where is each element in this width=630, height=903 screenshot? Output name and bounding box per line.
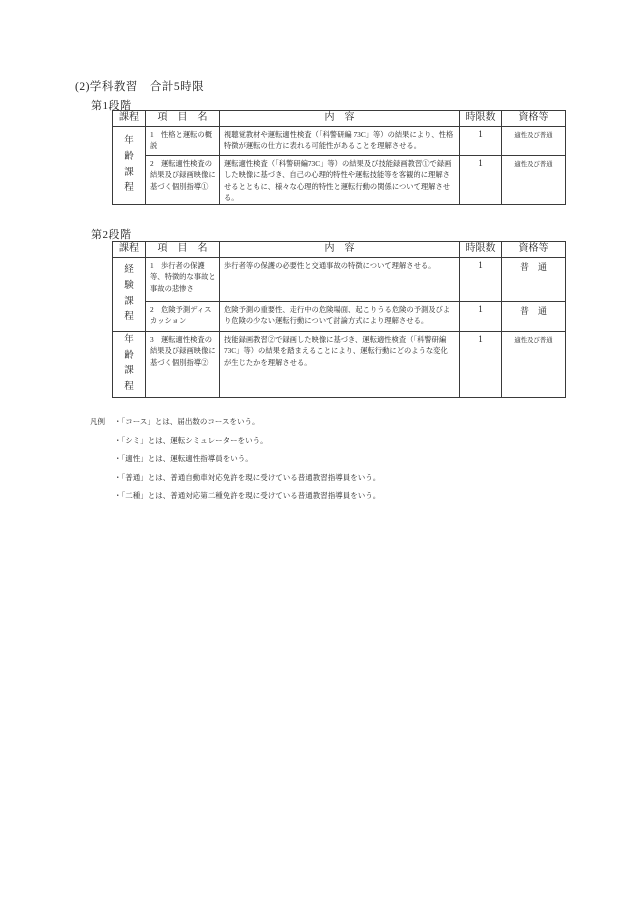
legend-line: ・「適性」とは、運転適性指導員をいう。: [114, 454, 253, 463]
hours-value: 1: [460, 156, 502, 205]
header-item: 項 目 名: [146, 242, 220, 258]
course-cell: [113, 127, 146, 205]
table-header-row: [113, 111, 566, 127]
course-label: 年齢課程: [124, 335, 134, 393]
legend-lines: [114, 417, 380, 510]
hours-value: 1: [460, 127, 502, 156]
qualification-value: 普 通: [502, 302, 566, 332]
item-content: 歩行者等の保護の必要性と交通事故の特徴について理解させる。: [220, 258, 460, 302]
qualification-value: 適性及び普通: [502, 127, 566, 156]
item-name: 2 運転適性検査の結果及び録画映像に基づく個別指導①: [146, 156, 220, 205]
header-content: 内 容: [220, 242, 460, 258]
hours-value: 1: [460, 258, 502, 302]
hours-value: 1: [460, 302, 502, 332]
stage2-heading: 第2段階: [91, 229, 132, 241]
legend-line: ・「普通」とは、普通自動車対応免許を現に受けている普通教習指導員をいう。: [114, 472, 381, 482]
legend-line: ・「シミ」とは、運転シミュレーターをいう。: [114, 435, 268, 445]
table-row: [113, 258, 566, 302]
legend-line: ・「コース」とは、届出数のコースをいう。: [114, 417, 260, 426]
item-name: 3 運転適性検査の結果及び録画映像に基づく個別指導②: [146, 332, 220, 398]
item-content: 技能録画教習②で録画した映像に基づき、運転適性検査（「科警研編73C」等）の結果を踏まえることにより、運転行動にどのような変化が生じたかを理解させる。: [220, 332, 460, 398]
item-name: 1 歩行者の保護等、特徴的な事故と事故の悲惨さ: [146, 258, 220, 302]
legend-label: 凡例: [90, 417, 105, 426]
item-content: 視聴覚教材や運転適性検査（「科警研編 73C」等）の結果により、性格特徴が運転の仕方に表れる可能性があることを理解させる。: [220, 127, 460, 156]
header-course: 課程: [113, 242, 146, 258]
course-label: 経験課程: [124, 265, 134, 323]
table-row: [113, 156, 566, 205]
page-title: (2)学科教習 合計5時限: [75, 81, 205, 93]
qualification-value: 適性及び普通: [502, 332, 566, 398]
stage1-heading: 第1段階: [91, 100, 132, 112]
course-label: 年齢課程: [124, 136, 134, 194]
header-qualification: 資格等: [502, 111, 566, 127]
header-qualification: 資格等: [502, 242, 566, 258]
table-row: [113, 127, 566, 156]
header-course: 課程: [113, 111, 146, 127]
table-row: [113, 332, 566, 398]
course-cell: [113, 332, 146, 398]
header-hours: 時限数: [460, 111, 502, 127]
course-cell: [113, 258, 146, 332]
hours-value: 1: [460, 332, 502, 398]
qualification-value: 普 通: [502, 258, 566, 302]
item-name: 1 性格と運転の概説: [146, 127, 220, 156]
qualification-value: 適性及び普通: [502, 156, 566, 205]
stage1-table: [112, 110, 566, 205]
stage2-table-container: [112, 241, 566, 398]
table-row: [113, 302, 566, 332]
header-hours: 時限数: [460, 242, 502, 258]
header-item: 項 目 名: [146, 111, 220, 127]
item-name: 2 危険予測ディスカッション: [146, 302, 220, 332]
item-content: 運転適性検査（「科警研編73C」等）の結果及び技能録画教習①で録画した映像に基づき、自己の心理的特性や運転技能等を客観的に理解させるとともに、様々な心理的特性と運転行動の関係について理解させる。: [220, 156, 460, 205]
stage1-table-container: [112, 110, 566, 205]
table-header-row: [113, 242, 566, 258]
header-content: 内 容: [220, 111, 460, 127]
legend: [90, 417, 380, 510]
stage2-table: [112, 241, 566, 398]
legend-line: ・「二種」とは、普通対応第二種免許を現に受けている普通教習指導員をいう。: [114, 491, 381, 500]
item-content: 危険予測の重要性、走行中の危険場面、起こりうる危険の予測及びより危険の少ない運転行動について討論方式により理解させる。: [220, 302, 460, 332]
